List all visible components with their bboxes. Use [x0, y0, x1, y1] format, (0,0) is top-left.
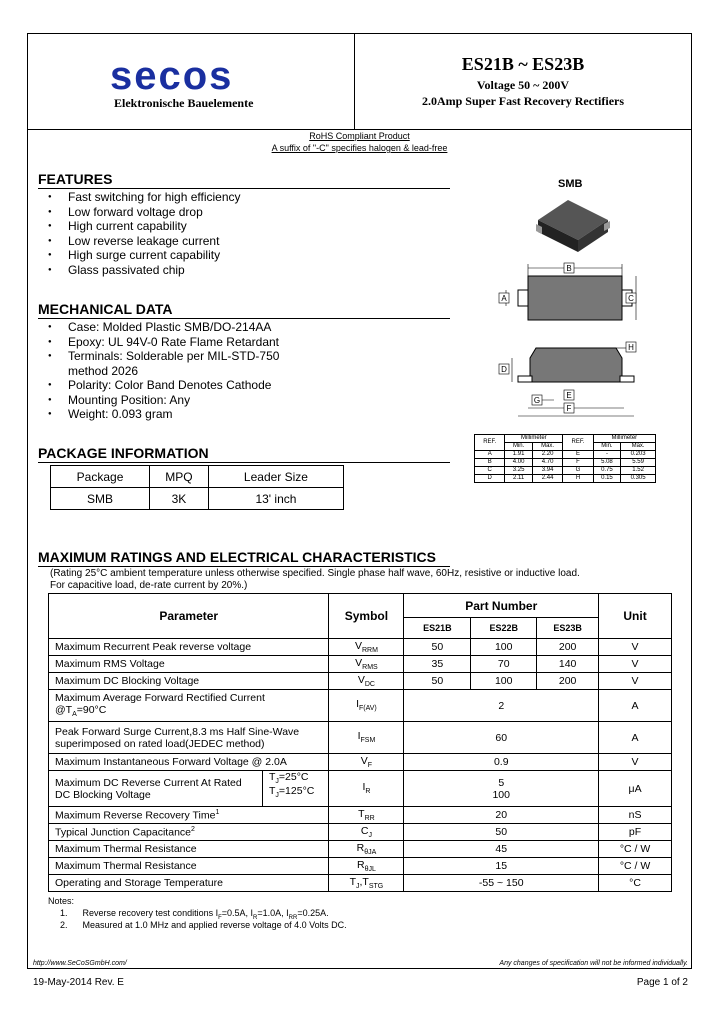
table-row	[49, 858, 672, 875]
symbol-cell: $V_{DC}$	[329, 673, 404, 690]
table-header: Leader Size	[208, 466, 343, 488]
table-cell: -	[593, 451, 621, 459]
note-2: 2. Measured at 1.0 MHz and applied reverse voltage of 4.0 Volts DC.	[60, 920, 347, 930]
param-cell: Maximum DC Reverse Current At Rated DC Blocking Voltage $T_J=25^\circ C$ $T_J=125^\circ C$	[49, 771, 329, 807]
symbol-cell: $V_{RMS}$	[329, 656, 404, 673]
dim-label-a: A	[501, 294, 507, 303]
dim-label-b: B	[566, 264, 572, 273]
symbol-cell: $T_J,T_{STG}$	[329, 875, 404, 892]
ratings-rule	[38, 566, 450, 567]
product-description: 2.0Amp Super Fast Recovery Rectifiers	[421, 94, 625, 108]
symbol-cell: $R_{\theta JA}$	[329, 841, 404, 858]
value-cell: 70	[471, 656, 537, 673]
table-row	[49, 875, 672, 892]
value-cell: 60	[404, 722, 599, 754]
dim-label-g: G	[533, 396, 541, 405]
table-subheader: Max.	[621, 443, 656, 451]
secos-logo: secos	[110, 54, 234, 98]
table-subheader: Min.	[593, 443, 621, 451]
symbol-cell: $I_R$	[329, 771, 404, 807]
param-cell: Maximum DC Blocking Voltage	[49, 673, 329, 690]
table-cell: 3.94	[532, 467, 562, 475]
ratings-note1: (Rating 25°C ambient temperature unless otherwise specified. Single phase half wave, 60Hz, resistive or inductive load.	[50, 568, 580, 579]
col-unit: Unit	[599, 594, 672, 639]
package-3d-icon	[536, 200, 610, 252]
table-cell: 2.11	[505, 475, 533, 483]
table-header: MPQ	[150, 466, 209, 488]
col-part-number: Part Number	[404, 594, 599, 618]
param-cell: Typical Junction Capacitance$^2$	[49, 824, 329, 841]
package-label: SMB	[558, 178, 583, 190]
value-cell: -55 ~ 150	[404, 875, 599, 892]
list-item: method 2026	[68, 363, 139, 378]
symbol-cell: $I_{FSM}$	[329, 722, 404, 754]
smb-package-diagram	[488, 190, 678, 430]
param-cell: Maximum Reverse Recovery Time$^1$	[49, 807, 329, 824]
list-item: ● Glass passivated chip	[38, 263, 241, 278]
table-row	[49, 673, 672, 690]
value-cell: 2	[404, 690, 599, 722]
dim-label-f: F	[566, 404, 572, 413]
package-rule	[38, 462, 450, 463]
voltage-range: Voltage 50 ~ 200V	[476, 78, 570, 92]
table-cell: 0.15	[593, 475, 621, 483]
mechanical-title: MECHANICAL DATA	[38, 301, 173, 317]
table-cell: SMB	[51, 488, 150, 510]
unit-cell: V	[599, 673, 672, 690]
param-cell: Maximum Thermal Resistance	[49, 841, 329, 858]
list-item: ● Weight: 0.093 gram	[38, 407, 279, 422]
list-item: ● Polarity: Color Band Denotes Cathode	[38, 378, 279, 393]
mechanical-list	[38, 320, 279, 422]
table-row	[49, 639, 672, 656]
value-cell: 100	[471, 639, 537, 656]
table-row	[475, 475, 656, 483]
value-cell: 200	[537, 673, 599, 690]
symbol-cell: $I_{F(AV)}$	[329, 690, 404, 722]
list-item: ● Epoxy: UL 94V-0 Rate Flame Retardant	[38, 335, 279, 350]
symbol-cell: $T_{RR}$	[329, 807, 404, 824]
unit-cell: pF	[599, 824, 672, 841]
table-cell: 4.70	[532, 459, 562, 467]
col-parameter: Parameter	[49, 594, 329, 639]
rohs-line2: A suffix of "-C" specifies halogen & lead-free	[271, 143, 448, 153]
symbol-cell: $R_{\theta JL}$	[329, 858, 404, 875]
unit-cell: V	[599, 656, 672, 673]
list-item: ● Fast switching for high efficiency	[38, 190, 241, 205]
table-row	[49, 722, 672, 754]
symbol-cell: $V_{RRM}$	[329, 639, 404, 656]
value-cell: 15	[404, 858, 599, 875]
table-cell: 2.20	[532, 451, 562, 459]
mechanical-rule	[38, 318, 450, 319]
footer-page: Page 1 of 2	[636, 977, 688, 988]
package-table	[50, 465, 344, 510]
dim-label-c: C	[628, 294, 634, 303]
value-cell: 0.9	[404, 754, 599, 771]
list-item: ● Low forward voltage drop	[38, 205, 241, 220]
logo-subtitle: Elektronische Bauelemente	[114, 96, 254, 110]
dim-label-h: H	[628, 343, 634, 352]
unit-cell: V	[599, 639, 672, 656]
param-cell: Maximum RMS Voltage	[49, 656, 329, 673]
list-item: ● Low reverse leakage current	[38, 234, 241, 249]
table-cell: C	[475, 467, 505, 475]
table-cell: 13' inch	[208, 488, 343, 510]
value-cell: 5 100	[404, 771, 599, 807]
symbol-cell: $V_F$	[329, 754, 404, 771]
ratings-title: MAXIMUM RATINGS AND ELECTRICAL CHARACTERISTICS	[38, 549, 436, 565]
ratings-note2: For capacitive load, de-rate current by 20%.)	[50, 580, 248, 591]
table-row	[49, 754, 672, 771]
footer-url[interactable]: http://www.SeCoSGmbH.com/	[33, 960, 127, 967]
note-1: 1. Reverse recovery test conditions $I_F=0.5A$, $I_R=1.0A$, $I_{RR}=0.25A$.	[60, 908, 329, 921]
table-row	[475, 467, 656, 475]
value-cell: 50	[404, 639, 471, 656]
unit-cell: °C / W	[599, 858, 672, 875]
features-list	[38, 190, 241, 277]
dim-label-d: D	[501, 365, 507, 374]
table-header: REF.	[475, 435, 505, 451]
table-cell: H	[563, 475, 593, 483]
table-cell: 5.59	[621, 459, 656, 467]
table-header: Package	[51, 466, 150, 488]
list-item: ● Case: Molded Plastic SMB/DO-214AA	[38, 320, 279, 335]
table-row	[475, 459, 656, 467]
table-cell: F	[563, 459, 593, 467]
footer-disclaimer: Any changes of specification will not be informed individually.	[499, 960, 688, 967]
param-cell: Maximum Average Forward Rectified Current $@T_A=90^\circ C$	[49, 690, 329, 722]
table-subheader: Min.	[505, 443, 533, 451]
unit-cell: °C / W	[599, 841, 672, 858]
table-cell: E	[563, 451, 593, 459]
notes-title: Notes:	[48, 896, 75, 906]
param-cell: Peak Forward Surge Current,8.3 ms Half Sine-Wave superimposed on rated load(JEDEC method)	[49, 722, 329, 754]
table-row	[49, 824, 672, 841]
table-cell: 1.91	[505, 451, 533, 459]
header-bottom-line	[27, 129, 692, 130]
table-row	[49, 690, 672, 722]
part-es22b: ES22B	[471, 618, 537, 639]
table-cell: D	[475, 475, 505, 483]
col-symbol: Symbol	[329, 594, 404, 639]
table-cell: 2.44	[532, 475, 562, 483]
dim-label-e: E	[566, 391, 572, 400]
unit-cell: μA	[599, 771, 672, 807]
table-row	[49, 841, 672, 858]
param-cell: Maximum Thermal Resistance	[49, 858, 329, 875]
table-cell: 0.203	[621, 451, 656, 459]
table-header: Millimeter	[505, 435, 563, 443]
list-item: ● High surge current capability	[38, 248, 241, 263]
list-item: ● Terminals: Solderable per MIL-STD-750	[38, 349, 279, 364]
table-row	[49, 656, 672, 673]
part-es21b: ES21B	[404, 618, 471, 639]
unit-cell: A	[599, 690, 672, 722]
value-cell: 20	[404, 807, 599, 824]
value-cell: 100	[471, 673, 537, 690]
table-row	[49, 807, 672, 824]
table-header: Millimeter	[593, 435, 655, 443]
table-row	[49, 771, 672, 807]
table-cell: 1.52	[621, 467, 656, 475]
unit-cell: A	[599, 722, 672, 754]
param-cell: Operating and Storage Temperature	[49, 875, 329, 892]
value-cell: 45	[404, 841, 599, 858]
table-cell: 3.25	[505, 467, 533, 475]
table-cell: A	[475, 451, 505, 459]
table-cell: 5.08	[593, 459, 621, 467]
value-cell: 200	[537, 639, 599, 656]
symbol-cell: $C_J$	[329, 824, 404, 841]
dimension-table	[474, 434, 656, 483]
features-title: FEATURES	[38, 171, 113, 187]
footer-date: 19-May-2014 Rev. E	[33, 977, 124, 988]
param-cell: Maximum Recurrent Peak reverse voltage	[49, 639, 329, 656]
table-cell: 3K	[150, 488, 209, 510]
value-cell: 35	[404, 656, 471, 673]
rohs-line1: RoHS Compliant Product	[309, 131, 410, 141]
value-cell: 50	[404, 673, 471, 690]
list-item: ● Mounting Position: Any	[38, 393, 279, 408]
param-cell: Maximum Instantaneous Forward Voltage @ 2.0A	[49, 754, 329, 771]
table-subheader: Max.	[532, 443, 562, 451]
table-header: REF.	[563, 435, 593, 451]
package-title: PACKAGE INFORMATION	[38, 445, 209, 461]
table-cell: 4.00	[505, 459, 533, 467]
ratings-table	[48, 593, 672, 892]
table-cell: 0.305	[621, 475, 656, 483]
table-cell: G	[563, 467, 593, 475]
table-cell: 0.75	[593, 467, 621, 475]
value-cell: 140	[537, 656, 599, 673]
unit-cell: nS	[599, 807, 672, 824]
unit-cell: V	[599, 754, 672, 771]
table-row	[475, 451, 656, 459]
part-title: ES21B ~ ES23B	[461, 54, 585, 74]
features-rule	[38, 188, 450, 189]
part-es23b: ES23B	[537, 618, 599, 639]
value-cell: 50	[404, 824, 599, 841]
list-item: ● High current capability	[38, 219, 241, 234]
unit-cell: °C	[599, 875, 672, 892]
table-cell: B	[475, 459, 505, 467]
